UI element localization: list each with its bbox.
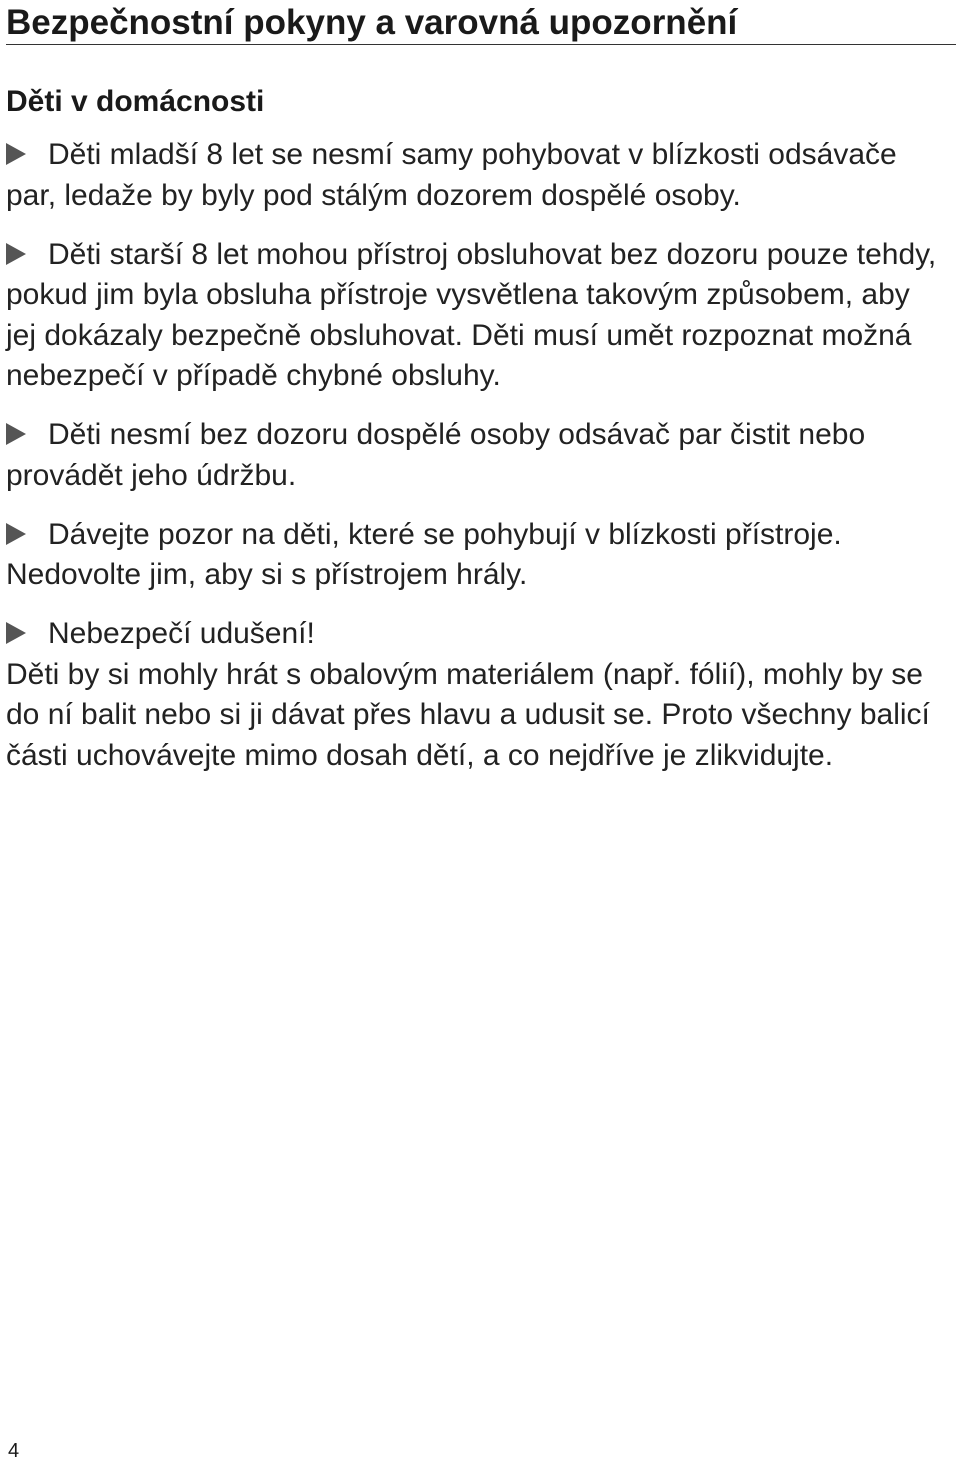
list-item-text: Děti starší 8 let mohou přístroj obsluhovat bez dozoru pouze tehdy, pokud jim byla obsluha přístroje vysvětlena takovým způsobem, aby jej dokázaly bezpečně obsluhovat. Děti musí umět rozpoznat možná nebezpečí v případě chybné obsluhy. xyxy=(6,237,937,392)
section-heading: Děti v domácnosti xyxy=(6,85,265,118)
list-item-detail: Děti by si mohly hrát s obalovým materiálem (např. fólií), mohly by se do ní balit nebo si ji dávat přes hlavu a udusit se. Proto všechny balicí části uchovávejte mimo dosah dětí, a co nejdříve je zlikvidujte. xyxy=(6,657,930,772)
list-item-children-under-8 xyxy=(6,135,946,216)
triangle-right-icon xyxy=(6,523,26,545)
triangle-right-icon xyxy=(6,423,26,445)
list-item-suffocation-warning xyxy=(6,614,946,776)
list-item-text: Děti mladší 8 let se nesmí samy pohybovat v blízkosti odsávače par, ledaže by byly pod stálým dozorem dospělé osoby. xyxy=(6,138,897,212)
triangle-right-icon xyxy=(6,243,26,265)
list-item-children-over-8 xyxy=(6,235,946,397)
title-divider xyxy=(6,44,956,45)
triangle-right-icon xyxy=(6,143,26,165)
triangle-right-icon xyxy=(6,622,26,644)
document-page xyxy=(6,0,956,776)
page-number: 4 xyxy=(8,1440,20,1462)
list-item-text: Děti nesmí bez dozoru dospělé osoby odsávač par čistit nebo provádět jeho údržbu. xyxy=(6,418,866,492)
list-item-text: Dávejte pozor na děti, které se pohybují v blízkosti přístroje. Nedovolte jim, aby si s přístrojem hrály. xyxy=(6,517,842,591)
list-item-supervise-children xyxy=(6,515,946,596)
page-title: Bezpečnostní pokyny a varovná upozornění xyxy=(6,3,738,42)
list-item-no-cleaning xyxy=(6,415,946,496)
list-item-text: Nebezpečí udušení! xyxy=(48,617,315,650)
